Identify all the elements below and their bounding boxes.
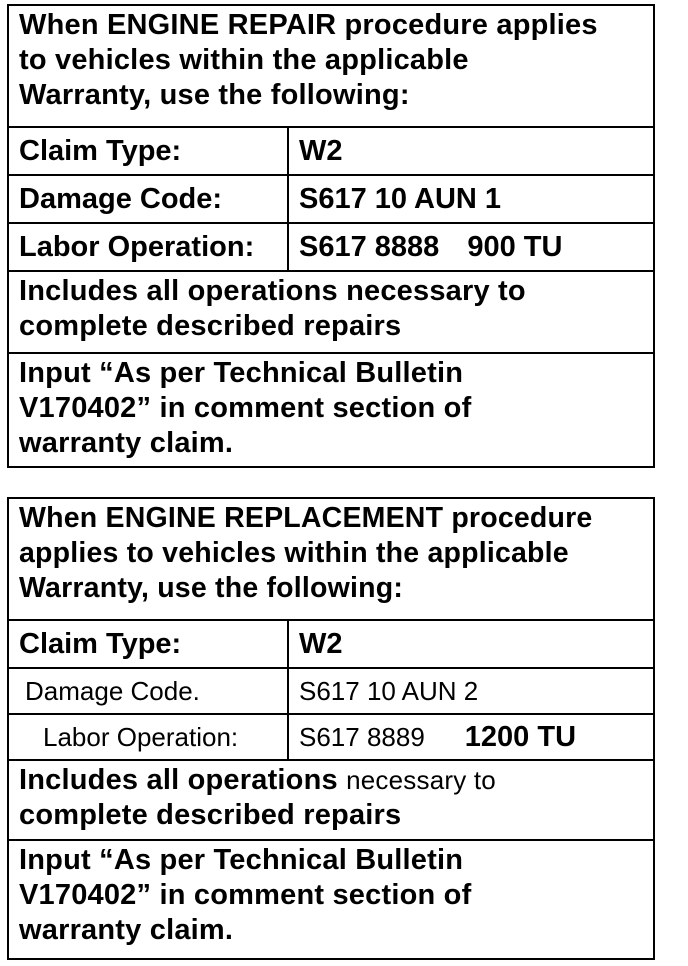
repair-includes-row bbox=[9, 272, 653, 354]
repair-labor-operation-row bbox=[9, 224, 653, 272]
replacement-includes-light: necessary to bbox=[346, 765, 496, 795]
replacement-heading: When ENGINE REPLACEMENT procedure applies to vehicles within the applicable Warranty, use the following: bbox=[19, 502, 593, 604]
replacement-labor-operation-value bbox=[289, 715, 653, 759]
repair-heading: When ENGINE REPAIR procedure applies to vehicles within the applicable Warranty, use the following: bbox=[19, 9, 598, 111]
repair-labor-operation-value bbox=[289, 224, 653, 270]
repair-claim-type-value: W2 bbox=[299, 134, 343, 167]
repair-labor-operation-code: S617 8888 bbox=[299, 230, 440, 263]
replacement-heading-row bbox=[9, 499, 653, 621]
replacement-damage-code-row bbox=[9, 669, 653, 715]
replacement-labor-operation-label: Labor Operation: bbox=[9, 715, 289, 759]
repair-labor-operation-label: Labor Operation: bbox=[9, 224, 289, 270]
repair-includes-note: Includes all operations necessary to complete described repairs bbox=[19, 275, 526, 342]
replacement-damage-code-value: S617 10 AUN 2 bbox=[299, 675, 479, 706]
replacement-input-row bbox=[9, 841, 653, 952]
replacement-includes-line2: complete described repairs bbox=[19, 799, 402, 831]
engine-repair-box bbox=[7, 4, 655, 468]
replacement-claim-type-value: W2 bbox=[299, 627, 343, 660]
replacement-input-note: Input “As per Technical Bulletin V170402” in comment section of warranty claim. bbox=[19, 844, 472, 946]
replacement-includes-bold: Includes all operations bbox=[19, 764, 338, 796]
repair-input-note: Input “As per Technical Bulletin V170402” in comment section of warranty claim. bbox=[19, 357, 472, 459]
repair-claim-type-label: Claim Type: bbox=[9, 128, 289, 174]
repair-damage-code-row bbox=[9, 176, 653, 224]
repair-input-row bbox=[9, 354, 653, 468]
replacement-damage-code-label: Damage Code. bbox=[9, 669, 289, 713]
repair-damage-code-label: Damage Code: bbox=[9, 176, 289, 222]
replacement-labor-operation-code: S617 8889 bbox=[299, 721, 425, 752]
engine-replacement-box bbox=[7, 497, 655, 960]
replacement-includes-row bbox=[9, 761, 653, 841]
repair-heading-row bbox=[9, 6, 653, 128]
replacement-claim-type-row bbox=[9, 621, 653, 669]
repair-labor-operation-tu: 900 TU bbox=[467, 230, 563, 263]
replacement-labor-operation-tu: 1200 TU bbox=[464, 720, 577, 753]
replacement-claim-type-label: Claim Type: bbox=[9, 621, 289, 667]
replacement-includes-note bbox=[9, 761, 653, 833]
replacement-labor-operation-row bbox=[9, 715, 653, 761]
repair-damage-code-value: S617 10 AUN 1 bbox=[299, 182, 502, 215]
repair-claim-type-row bbox=[9, 128, 653, 176]
